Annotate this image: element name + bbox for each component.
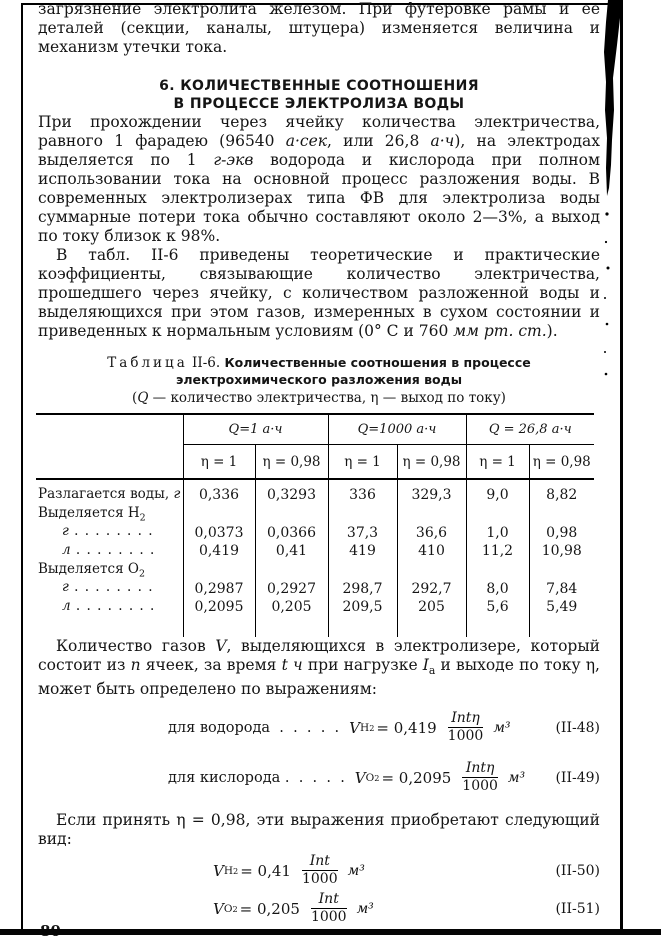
fraction: $\frac{\text{Int}}{1000}$ bbox=[301, 853, 338, 888]
table-spacer-row bbox=[36, 617, 594, 637]
table-cell bbox=[529, 505, 594, 524]
body-paragraph: При прохождении через ячейку количества электричества, равного 1 фарадею (96540 а·сек, или 26,8 а·ч), на электродах выделяется по 1 г-экв водорода и кислорода при полном использовании тока на основной процесс разложения воды. В современных электролизерах типа ФВ для электролиза воды суммарные потери тока обычно составляют около 2—3%, а выход по току близок к 98%. bbox=[38, 113, 600, 245]
table-caption-word: Таблица bbox=[107, 355, 188, 371]
fraction: $\frac{\text{Intη}}{1000}$ bbox=[447, 710, 484, 745]
equation-formula: V O2 = 0,2095 $\frac{\text{Intη}}{1000}$ м³ bbox=[354, 760, 526, 795]
table-cell: 0,336 bbox=[183, 479, 255, 505]
table-cell: 5,49 bbox=[529, 598, 594, 617]
table-cell bbox=[397, 505, 466, 524]
table-cell: 10,98 bbox=[529, 542, 594, 561]
table-group-header: Q = 26,8 а·ч bbox=[466, 414, 594, 445]
table-caption-note: (Q — количество электричества, η — выход по току) bbox=[132, 390, 506, 406]
table-row-label: л . . . . . . . . bbox=[62, 542, 156, 559]
table-cell: 205 bbox=[397, 598, 466, 617]
table-cell bbox=[183, 505, 255, 524]
equation-number: (II-48) bbox=[555, 719, 600, 736]
equation-number: (II-51) bbox=[555, 900, 600, 917]
table-cell: 410 bbox=[397, 542, 466, 561]
equation-formula: V H2 = 0,419 $\frac{\text{Intη}}{1000}$ м³ bbox=[349, 710, 511, 745]
table-cell: 8,82 bbox=[529, 479, 594, 505]
table-cell bbox=[255, 561, 328, 580]
table-row bbox=[36, 579, 594, 598]
table-cell: 0,419 bbox=[183, 542, 255, 561]
table-ii-6 bbox=[36, 413, 594, 637]
table-cell: 5,6 bbox=[466, 598, 529, 617]
table-caption-title: Количественные соотношения в процессе bbox=[224, 355, 531, 370]
table-cell: 0,0366 bbox=[255, 523, 328, 542]
equation-number: (II-49) bbox=[555, 769, 600, 786]
fraction: $\frac{\text{Int}}{1000}$ bbox=[310, 891, 347, 926]
table-cell: 9,0 bbox=[466, 479, 529, 505]
equation-formula: V H2 = 0,41 $\frac{\text{Int}}{1000}$ м³ bbox=[213, 853, 365, 888]
table-subheader: η = 0,98 bbox=[529, 445, 594, 480]
table-cell: 336 bbox=[328, 479, 397, 505]
body-paragraph: Если принять η = 0,98, эти выражения приобретают следующий вид: bbox=[38, 810, 600, 848]
table-row-label: Выделяется $Н_2$ bbox=[38, 504, 146, 524]
table-row-label: Разлагается воды, г bbox=[38, 486, 181, 502]
equation-ii-50 bbox=[38, 853, 600, 889]
table-cell: 11,2 bbox=[466, 542, 529, 561]
table-row bbox=[36, 598, 594, 617]
table-cell: 419 bbox=[328, 542, 397, 561]
table-cell bbox=[466, 505, 529, 524]
table-cell: 209,5 bbox=[328, 598, 397, 617]
table-cell: 36,6 bbox=[397, 523, 466, 542]
table-caption bbox=[38, 354, 600, 408]
table-cell: 0,2987 bbox=[183, 579, 255, 598]
table-cell: 0,98 bbox=[529, 523, 594, 542]
table-subheader: η = 1 bbox=[466, 445, 529, 480]
table-row bbox=[36, 561, 594, 580]
body-paragraph-continuation: загрязнение электролита железом. При футеровке рамы и ее деталей (секции, каналы, штуцера) изменяется величина и механизм утечки тока. bbox=[38, 0, 600, 56]
table-group-header: Q=1000 а·ч bbox=[328, 414, 466, 445]
scan-artifact-ink-smudge bbox=[600, 0, 622, 382]
table-cell bbox=[397, 561, 466, 580]
table-row bbox=[36, 523, 594, 542]
equation-ii-48 bbox=[38, 709, 600, 747]
table-cell: 0,2927 bbox=[255, 579, 328, 598]
table-cell: 1,0 bbox=[466, 523, 529, 542]
section-heading bbox=[38, 77, 600, 113]
table-cell: 298,7 bbox=[328, 579, 397, 598]
table-cell bbox=[466, 561, 529, 580]
equation-ii-51 bbox=[38, 891, 600, 927]
table-cell: 7,84 bbox=[529, 579, 594, 598]
table-cell bbox=[328, 505, 397, 524]
page-border-bottom-band bbox=[0, 929, 661, 935]
table-row bbox=[36, 479, 594, 505]
table-subheader: η = 1 bbox=[328, 445, 397, 480]
table-cell bbox=[255, 505, 328, 524]
body-paragraph: Количество газов V, выделяющихся в электролизере, который состоит из n ячеек, за время t ч при нагрузке $I_a$ и выходе по току η, может быть определено по выражениям: bbox=[38, 636, 600, 698]
table-caption-line1 bbox=[38, 354, 600, 372]
table-cell: 0,2095 bbox=[183, 598, 255, 617]
fraction: $\frac{\text{Intη}}{1000}$ bbox=[462, 760, 498, 795]
table-cell: 0,41 bbox=[255, 542, 328, 561]
table-row-label: г . . . . . . . . bbox=[62, 523, 154, 540]
table-cell: 37,3 bbox=[328, 523, 397, 542]
table-cell: 0,0373 bbox=[183, 523, 255, 542]
table-cell: 0,205 bbox=[255, 598, 328, 617]
page-content bbox=[38, 0, 600, 927]
table-subheader: η = 0,98 bbox=[397, 445, 466, 480]
table-cell: 8,0 bbox=[466, 579, 529, 598]
table-row-label: л . . . . . . . . bbox=[62, 598, 156, 615]
equation-number: (II-50) bbox=[555, 862, 600, 879]
table-caption-number: II-6. bbox=[192, 355, 221, 371]
section-heading-line1: 6. КОЛИЧЕСТВЕННЫЕ СООТНОШЕНИЯ bbox=[159, 78, 479, 94]
table-subheader: η = 0,98 bbox=[255, 445, 328, 480]
equation-ii-49 bbox=[38, 759, 600, 797]
section-heading-line2: В ПРОЦЕССЕ ЭЛЕКТРОЛИЗА ВОДЫ bbox=[173, 96, 465, 112]
table-cell bbox=[328, 561, 397, 580]
equation-label: для кислорода . . . . . bbox=[168, 769, 345, 786]
equation-label: для водорода . . . . . bbox=[168, 719, 340, 736]
table-row bbox=[36, 542, 594, 561]
table-caption-line2: электрохимического разложения воды bbox=[175, 372, 463, 387]
table-cell bbox=[183, 561, 255, 580]
table-cell: 292,7 bbox=[397, 579, 466, 598]
table-subheader: η = 1 bbox=[183, 445, 255, 480]
equation-formula: V O2 = 0,205 $\frac{\text{Int}}{1000}$ м³ bbox=[213, 891, 374, 926]
table-cell: 0,3293 bbox=[255, 479, 328, 505]
table-cell bbox=[529, 561, 594, 580]
table-cell: 329,3 bbox=[397, 479, 466, 505]
table-stub-header bbox=[36, 414, 183, 479]
table-row bbox=[36, 505, 594, 524]
body-paragraph: В табл. II-6 приведены теоретические и практические коэффициенты, связывающие количество электричества, прошедшего через ячейку, с количеством разложенной воды и выделяющихся при этом газов, измеренных в сухом состоянии и приведенных к нормальным условиям (0° С и 760 мм рт. ст.). bbox=[38, 246, 600, 340]
table-row-label: г . . . . . . . . bbox=[62, 579, 154, 596]
page-border-left bbox=[21, 3, 23, 930]
table-group-header: Q=1 а·ч bbox=[183, 414, 328, 445]
table-row-label: Выделяется $О_2$ bbox=[38, 560, 145, 580]
